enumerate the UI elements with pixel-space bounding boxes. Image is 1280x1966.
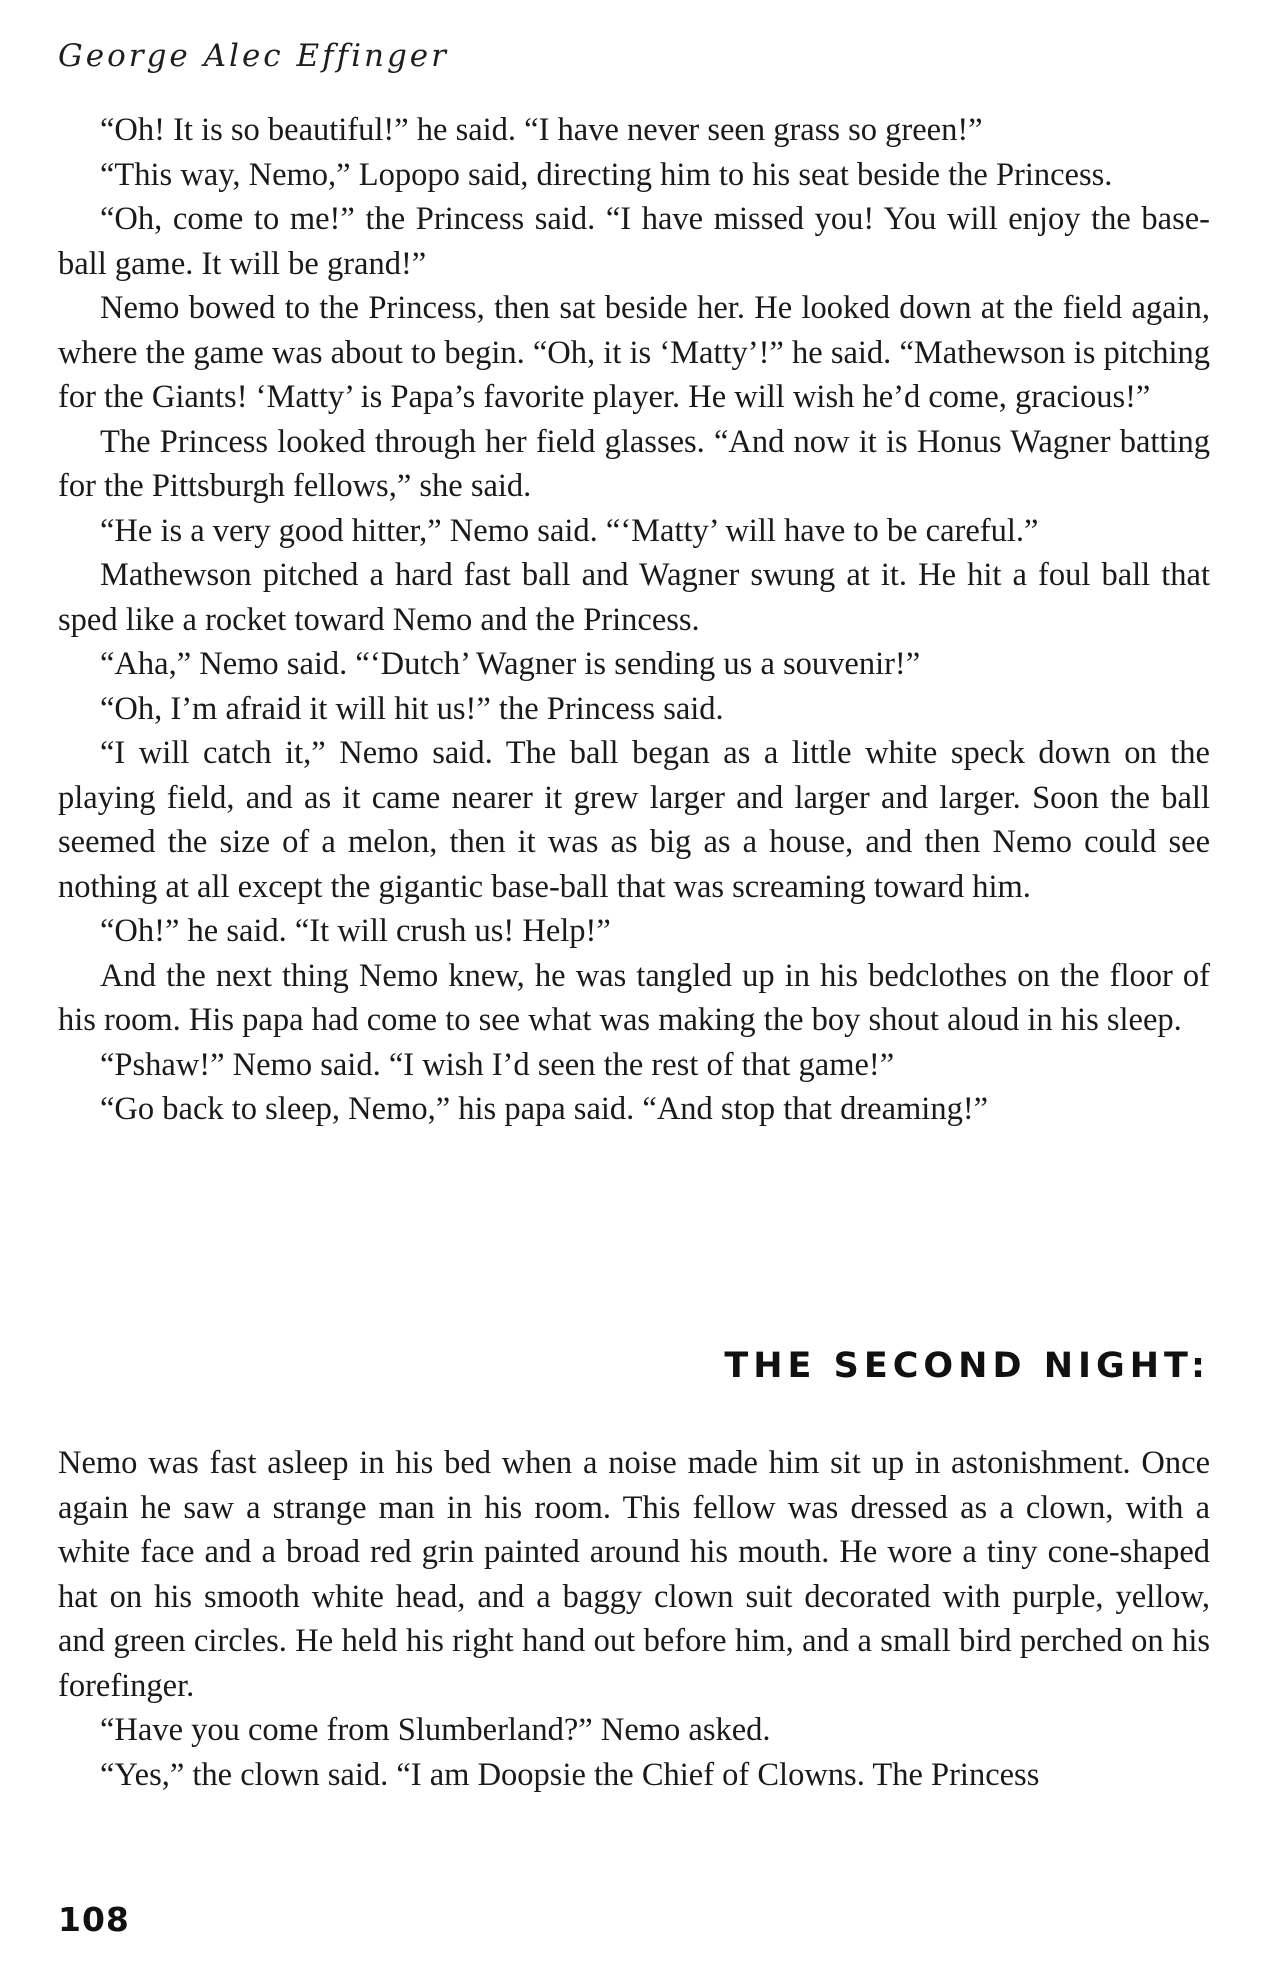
paragraph: “This way, Nemo,” Lopopo said, directing him to his seat beside the Princess.	[100, 156, 1113, 193]
running-head: George Alec Effinger	[58, 38, 449, 74]
paragraph: The Princess looked through her field glasses. “And now it is Honus Wagner batting for the Pittsburgh fellows,” she said.	[58, 423, 1210, 504]
paragraph: “Yes,” the clown said. “I am Doopsie the Chief of Clowns. The Princess	[100, 1756, 1040, 1793]
paragraph: “He is a very good hitter,” Nemo said. “‘Matty’ will have to be careful.”	[100, 512, 1039, 549]
paragraph: Nemo was fast asleep in his bed when a noise made him sit up in astonishment. Once again he saw a strange man in his room. This fellow was dressed as a clown, with a white face and a broad red grin painted around his mouth. He wore a tiny cone-shaped hat on his smooth white head, and a baggy clown suit decorated with purple, yellow, and green circles. He held his right hand out before him, and a small bird perched on his forefinger.	[58, 1445, 1210, 1704]
paragraph: “Pshaw!” Nemo said. “I wish I’d seen the rest of that game!”	[100, 1046, 895, 1083]
paragraph: “Have you come from Slumberland?” Nemo asked.	[100, 1712, 771, 1748]
paragraph: Nemo bowed to the Princess, then sat beside her. He looked down at the field again, where the game was about to begin. “Oh, it is ‘Matty’!” he said. “Mathewson is pitching for the Giants! ‘Matty’ is Papa’s favorite player. He will wish he’d come, gracious!”	[58, 290, 1210, 415]
paragraph: “Oh! It is so beautiful!” he said. “I have never seen grass so green!”	[100, 112, 983, 148]
paragraph: “Oh, I’m afraid it will hit us!” the Princess said.	[100, 690, 724, 727]
paragraph: “Oh, come to me!” the Princess said. “I have missed you! You will enjoy the base-ball game. It will be grand!”	[58, 201, 1210, 282]
body-text-section-one	[58, 108, 1210, 1132]
paragraph: “Aha,” Nemo said. “‘Dutch’ Wagner is sending us a souvenir!”	[100, 646, 921, 682]
paragraph: Mathewson pitched a hard fast ball and Wagner swung at it. He hit a foul ball that sped like a rocket toward Nemo and the Princess.	[58, 557, 1210, 638]
paragraph: “Go back to sleep, Nemo,” his papa said. “And stop that dreaming!”	[100, 1091, 989, 1127]
page-number: 108	[58, 1900, 130, 1939]
body-text-section-two	[58, 1441, 1210, 1797]
paragraph: “I will catch it,” Nemo said. The ball began as a little white speck down on the playing field, and as it came nearer it grew larger and larger and larger. Soon the ball seemed the size of a melon, then it was as big as a house, and then Nemo could see nothing at all except the gigantic base-ball that was screaming toward him.	[58, 735, 1210, 905]
paragraph: And the next thing Nemo knew, he was tangled up in his bedclothes on the floor of his room. His papa had come to see what was making the boy shout aloud in his sleep.	[58, 957, 1210, 1038]
paragraph: “Oh!” he said. “It will crush us! Help!”	[100, 913, 611, 949]
chapter-heading: THE SECOND NIGHT:	[724, 1346, 1210, 1386]
